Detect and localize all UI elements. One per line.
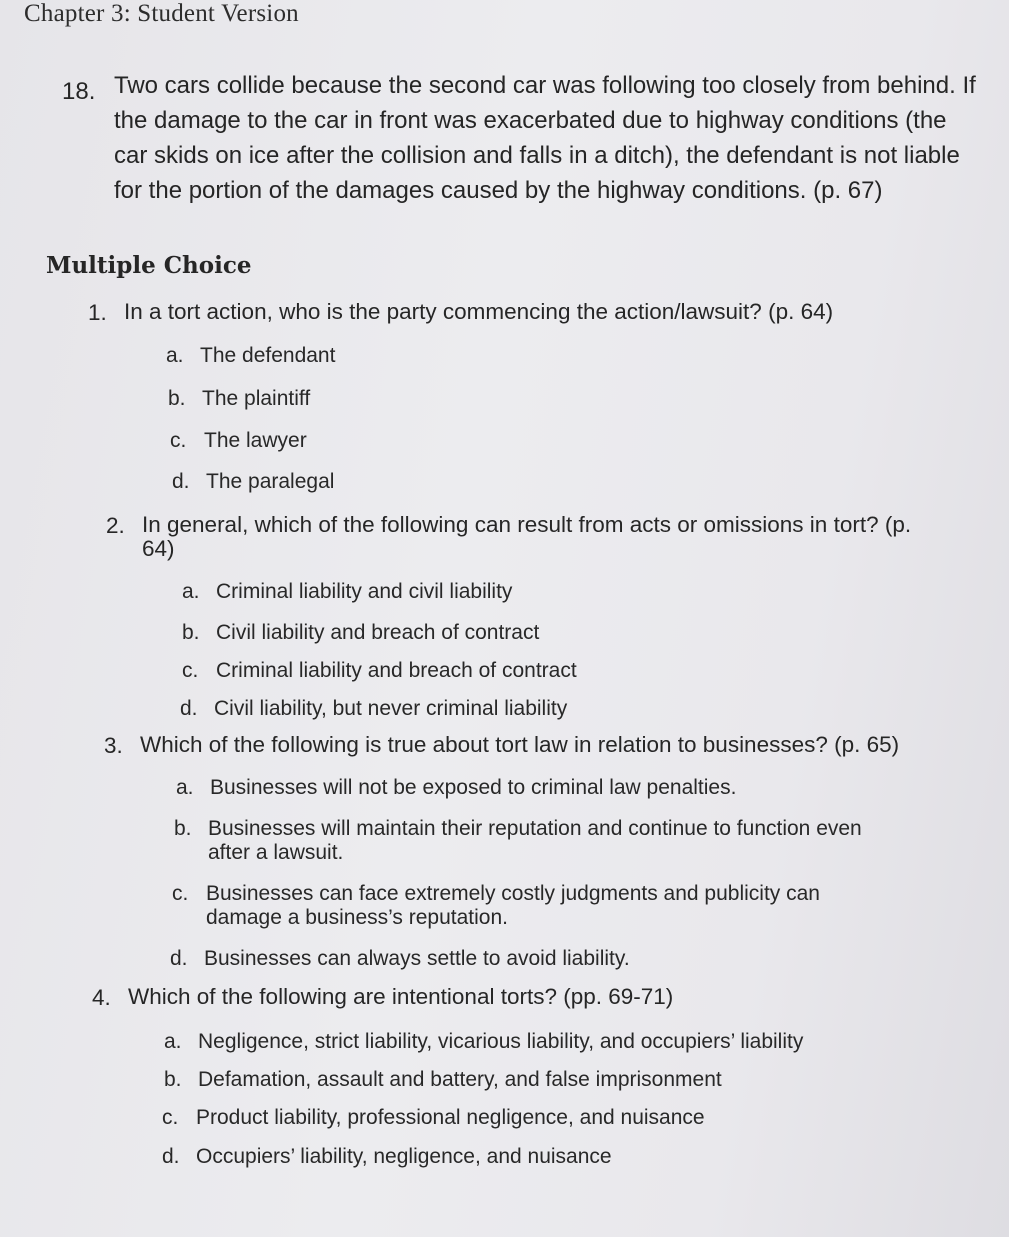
question-number: 2. [106,513,125,538]
option-3b: b. Businesses will maintain their reputation and continue to function even after a lawsuit. [174,817,862,864]
mc-question-1 [88,300,914,326]
option-2d: d. Civil liability, but never criminal liability [180,697,568,720]
question-text: Which of the following is true about tort law in relation to businesses? (p. 65) [140,732,900,757]
option-3c: c. Businesses can face extremely costly judgments and publicity can damage a business’s reputation. [172,882,820,929]
question-number: 3. [104,733,123,758]
option-1a: a. The defendant [166,344,336,367]
option-4a: a. Negligence, strict liability, vicarious liability, and occupiers’ liability [164,1030,804,1053]
option-4d: d. Occupiers’ liability, negligence, and nuisance [162,1145,612,1168]
question-text: Two cars collide because the second car was following too closely from behind. If the damage to the car in front was exacerbated due to highway conditions (the car skids on ice after the collision and falls in a ditch), the defendant is not liable for the portion of the damages caused by the highway conditions. (p. 67) [114,72,976,204]
question-number: 18. [62,78,96,105]
question-number: 1. [88,300,107,325]
option-2a: a. Criminal liability and civil liability [182,580,513,603]
section-heading: Multiple Choice [46,252,252,279]
option-3d: d. Businesses can always settle to avoid liability. [170,947,630,970]
option-1c: c. The lawyer [170,429,307,452]
question-text: In general, which of the following can result from acts or omissions in tort? (p. 64) [142,512,912,561]
question-number: 4. [92,985,111,1010]
question-text: Which of the following are intentional torts? (pp. 69-71) [128,984,674,1009]
option-4c: c. Product liability, professional negligence, and nuisance [162,1106,705,1129]
option-2c: c. Criminal liability and breach of contract [182,659,577,682]
question-text: In a tort action, who is the party commencing the action/lawsuit? (p. 64) [124,299,834,324]
option-3a: a. Businesses will not be exposed to criminal law penalties. [176,776,737,799]
mc-question-2 [106,513,932,561]
mc-question-3 [104,733,930,759]
option-1b: b. The plaintiff [168,387,311,410]
mc-question-4 [92,985,918,1011]
option-4b: b. Defamation, assault and battery, and false imprisonment [164,1068,722,1091]
option-1d: d. The paralegal [172,470,335,493]
page-header: Chapter 3: Student Version [24,0,299,27]
option-2b: b. Civil liability and breach of contract [182,621,540,644]
question-18 [62,68,977,208]
